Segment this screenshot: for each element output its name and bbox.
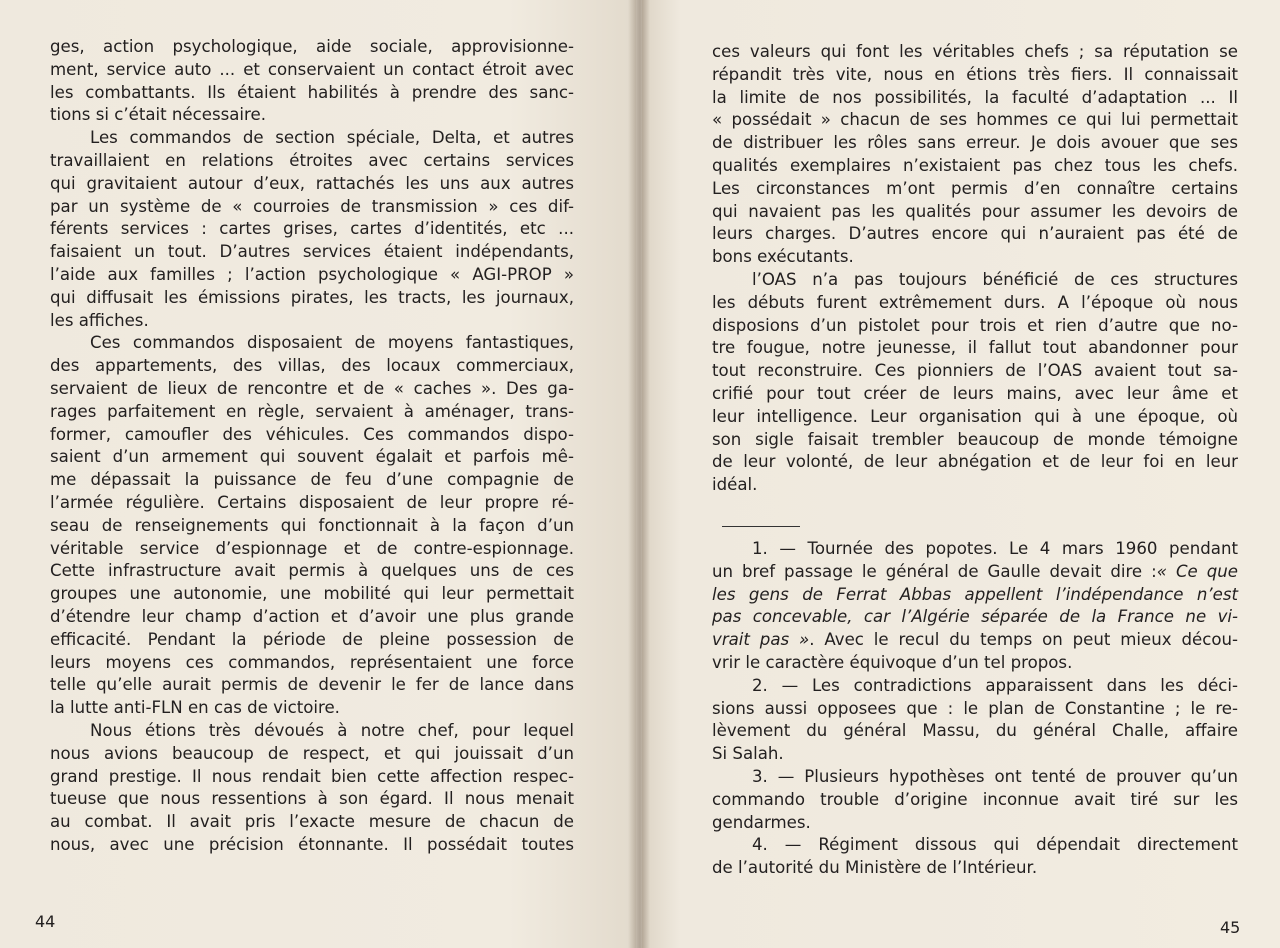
text-line: véritable service d’espionnage et de contre-espionnage. [50,538,574,558]
footnote-line [712,675,1238,698]
page-number-left: 44 [35,912,56,931]
text-line: efficacité. Pendant la période de pleine possession de [50,629,574,649]
footnote-text: Si Salah. [712,744,784,764]
footnote-line [712,766,1238,789]
text-line: Nous étions très dévoués à notre chef, pour lequel [90,720,574,740]
text-line: qualités exemplaires n’existaient pas chez tous les chefs. [712,155,1238,175]
footnote-text: un bref passage le général de Gaulle devait dire : [712,561,1157,581]
text-line: rages parfaitement en règle, servaient à aménager, trans- [50,401,574,421]
text-line: crifié pour tout créer de leurs mains, avec leur âme et [712,383,1238,403]
footnote-text: sions aussi opposees que : le plan de Constantine ; le re- [712,698,1238,718]
text-line: Ces commandos disposaient de moyens fantastiques, [90,333,574,353]
text-line: grand prestige. Il nous rendait bien cette affection respec- [50,766,574,786]
left-page-body [50,36,574,857]
footnote-text: gendarmes. [712,812,811,832]
text-line: nous, avec une précision étonnante. Il possédait toutes [50,834,574,854]
text-line: nous avions beaucoup de respect, et qui jouissait d’un [50,743,574,763]
text-line: la lutte anti-FLN en cas de victoire. [50,698,340,718]
text-line: l’aide aux familles ; l’action psychologique « AGI-PROP » [50,264,574,284]
left-page [0,0,636,948]
footnote-line [712,652,1238,675]
footnotes [712,538,1238,880]
footnote-text: 4. — Régiment dissous qui dépendait directement [752,835,1238,855]
text-line: férents services : cartes grises, cartes d’identités, etc ... [50,219,574,239]
text-line: disposions d’un pistolet pour trois et rien d’autre que no- [712,315,1238,335]
text-line: leurs moyens ces commandos, représentaient une force [50,652,574,672]
text-line: au combat. Il avait pris l’exacte mesure de chacun de [50,812,574,832]
footnote-text: lèvement du général Massu, du général Challe, affaire [712,721,1238,741]
text-line: les affiches. [50,310,149,330]
footnote-line [712,720,1238,743]
text-line: Les circonstances m’ont permis d’en connaître certains [712,178,1238,198]
text-line: l’armée régulière. Certains disposaient de leur propre ré- [50,492,574,512]
text-line: les combattants. Ils étaient habilités à prendre des sanc- [50,82,574,102]
text-line: former, camoufler des véhicules. Ces commandos dispo- [50,424,574,444]
footnote-separator [722,526,800,527]
text-line: qui diffusait les émissions pirates, les tracts, les journaux, [50,287,574,307]
text-line: telle qu’elle aurait permis de devenir le fer de lance dans [50,675,574,695]
text-line: travaillaient en relations étroites avec certains services [50,150,574,170]
text-line: tions si c’était nécessaire. [50,105,266,125]
text-line: servaient de lieux de rencontre et de « caches ». Des ga- [50,378,574,398]
italic-quote: vrait pas » [712,630,810,650]
text-line: ges, action psychologique, aide sociale, approvisionne- [50,37,574,56]
footnote-line [712,857,1238,880]
footnote-line [712,743,1238,766]
text-line: leurs charges. D’autres encore qui n’auraient pas été de [712,224,1238,244]
text-line: les débuts furent extrêmement durs. A l’époque où nous [712,292,1238,312]
footnote-text: de l’autorité du Ministère de l’Intérieur. [712,858,1038,878]
text-line: bons exécutants. [712,247,854,267]
footnote-line [712,629,1238,652]
text-line: d’étendre leur champ d’action et d’avoir une plus grande [50,606,574,626]
right-page-body [712,41,1238,497]
footnote-line [712,606,1238,629]
text-line: faisaient un tout. D’autres services étaient indépendants, [50,242,574,262]
footnote-line [712,698,1238,721]
footnote-line [712,834,1238,857]
text-line: qui gravitaient autour d’eux, rattachés les uns aux autres [50,173,574,193]
text-line: Cette infrastructure avait permis à quelques uns de ces [50,561,574,581]
footnote-text: 3. — Plusieurs hypothèses ont tenté de prouver qu’un [752,766,1238,786]
text-line: tueuse que nous ressentions à son égard. Il nous menait [50,789,574,809]
footnote-line [712,561,1238,584]
book-gutter [628,0,650,948]
text-line: seau de renseignements qui fonctionnait à la façon d’un [50,515,574,535]
text-line: tre fougue, notre jeunesse, il fallut tout abandonner pour [712,338,1238,358]
text-line: groupes une autonomie, une mobilité qui leur permettait [50,584,574,604]
text-line: de leur volonté, de leur abnégation et de leur foi en leur [712,452,1238,472]
footnote-text: vrir le caractère équivoque d’un tel propos. [712,652,1073,672]
text-line: par un système de « courroies de transmission » ces dif- [50,196,574,216]
text-line: me dépassait la puissance de feu d’une compagnie de [50,470,574,490]
text-line: tout reconstruire. Ces pionniers de l’OAS avaient tout sa- [712,361,1238,381]
footnote-line [712,812,1238,835]
footnote-text: . Avec le recul du temps on peut mieux décou- [809,630,1238,650]
footnote-text: 2. — Les contradictions apparaissent dans les déci- [752,675,1238,695]
footnote-line [712,789,1238,812]
text-line: de distribuer les rôles sans erreur. Je dois avouer que ses [712,133,1238,153]
page-number-right: 45 [1220,918,1241,937]
text-line: des appartements, des villas, des locaux commerciaux, [50,356,574,376]
footnote-text: commando trouble d’origine inconnue avait tiré sur les [712,789,1238,809]
italic-quote: « Ce que [1156,561,1238,581]
text-line: Les commandos de section spéciale, Delta, et autres [90,128,574,148]
text-line: répandit très vite, nous en étions très fiers. Il connaissait [712,64,1238,84]
text-line: saient d’un armement qui souvent égalait et parfois mê- [50,447,574,467]
footnote-line [712,584,1238,607]
italic-quote: pas concevable, car l’Algérie séparée de la France ne vi- [712,607,1238,627]
text-line: son sigle faisait trembler beaucoup de monde témoigne [712,429,1238,449]
text-line: ment, service auto ... et conservaient un contact étroit avec [50,59,574,79]
text-line: qui navaient pas les qualités pour assumer les devoirs de [712,201,1238,221]
text-line: idéal. [712,475,758,495]
footnote-line [712,538,1238,561]
text-line: l’OAS n’a pas toujours bénéficié de ces structures [752,269,1238,289]
footnote-text: 1. — Tournée des popotes. Le 4 mars 1960 pendant [752,539,1238,558]
text-line: leur intelligence. Leur organisation qui à une époque, où [712,406,1238,426]
text-line: « possédait » chacun de ses hommes ce qui lui permettait [712,110,1238,130]
text-line: la limite de nos possibilités, la faculté d’adaptation ... Il [712,87,1238,107]
text-line: ces valeurs qui font les véritables chefs ; sa réputation se [712,42,1238,61]
italic-quote: les gens de Ferrat Abbas appellent l’indépendance n’est [712,584,1238,604]
